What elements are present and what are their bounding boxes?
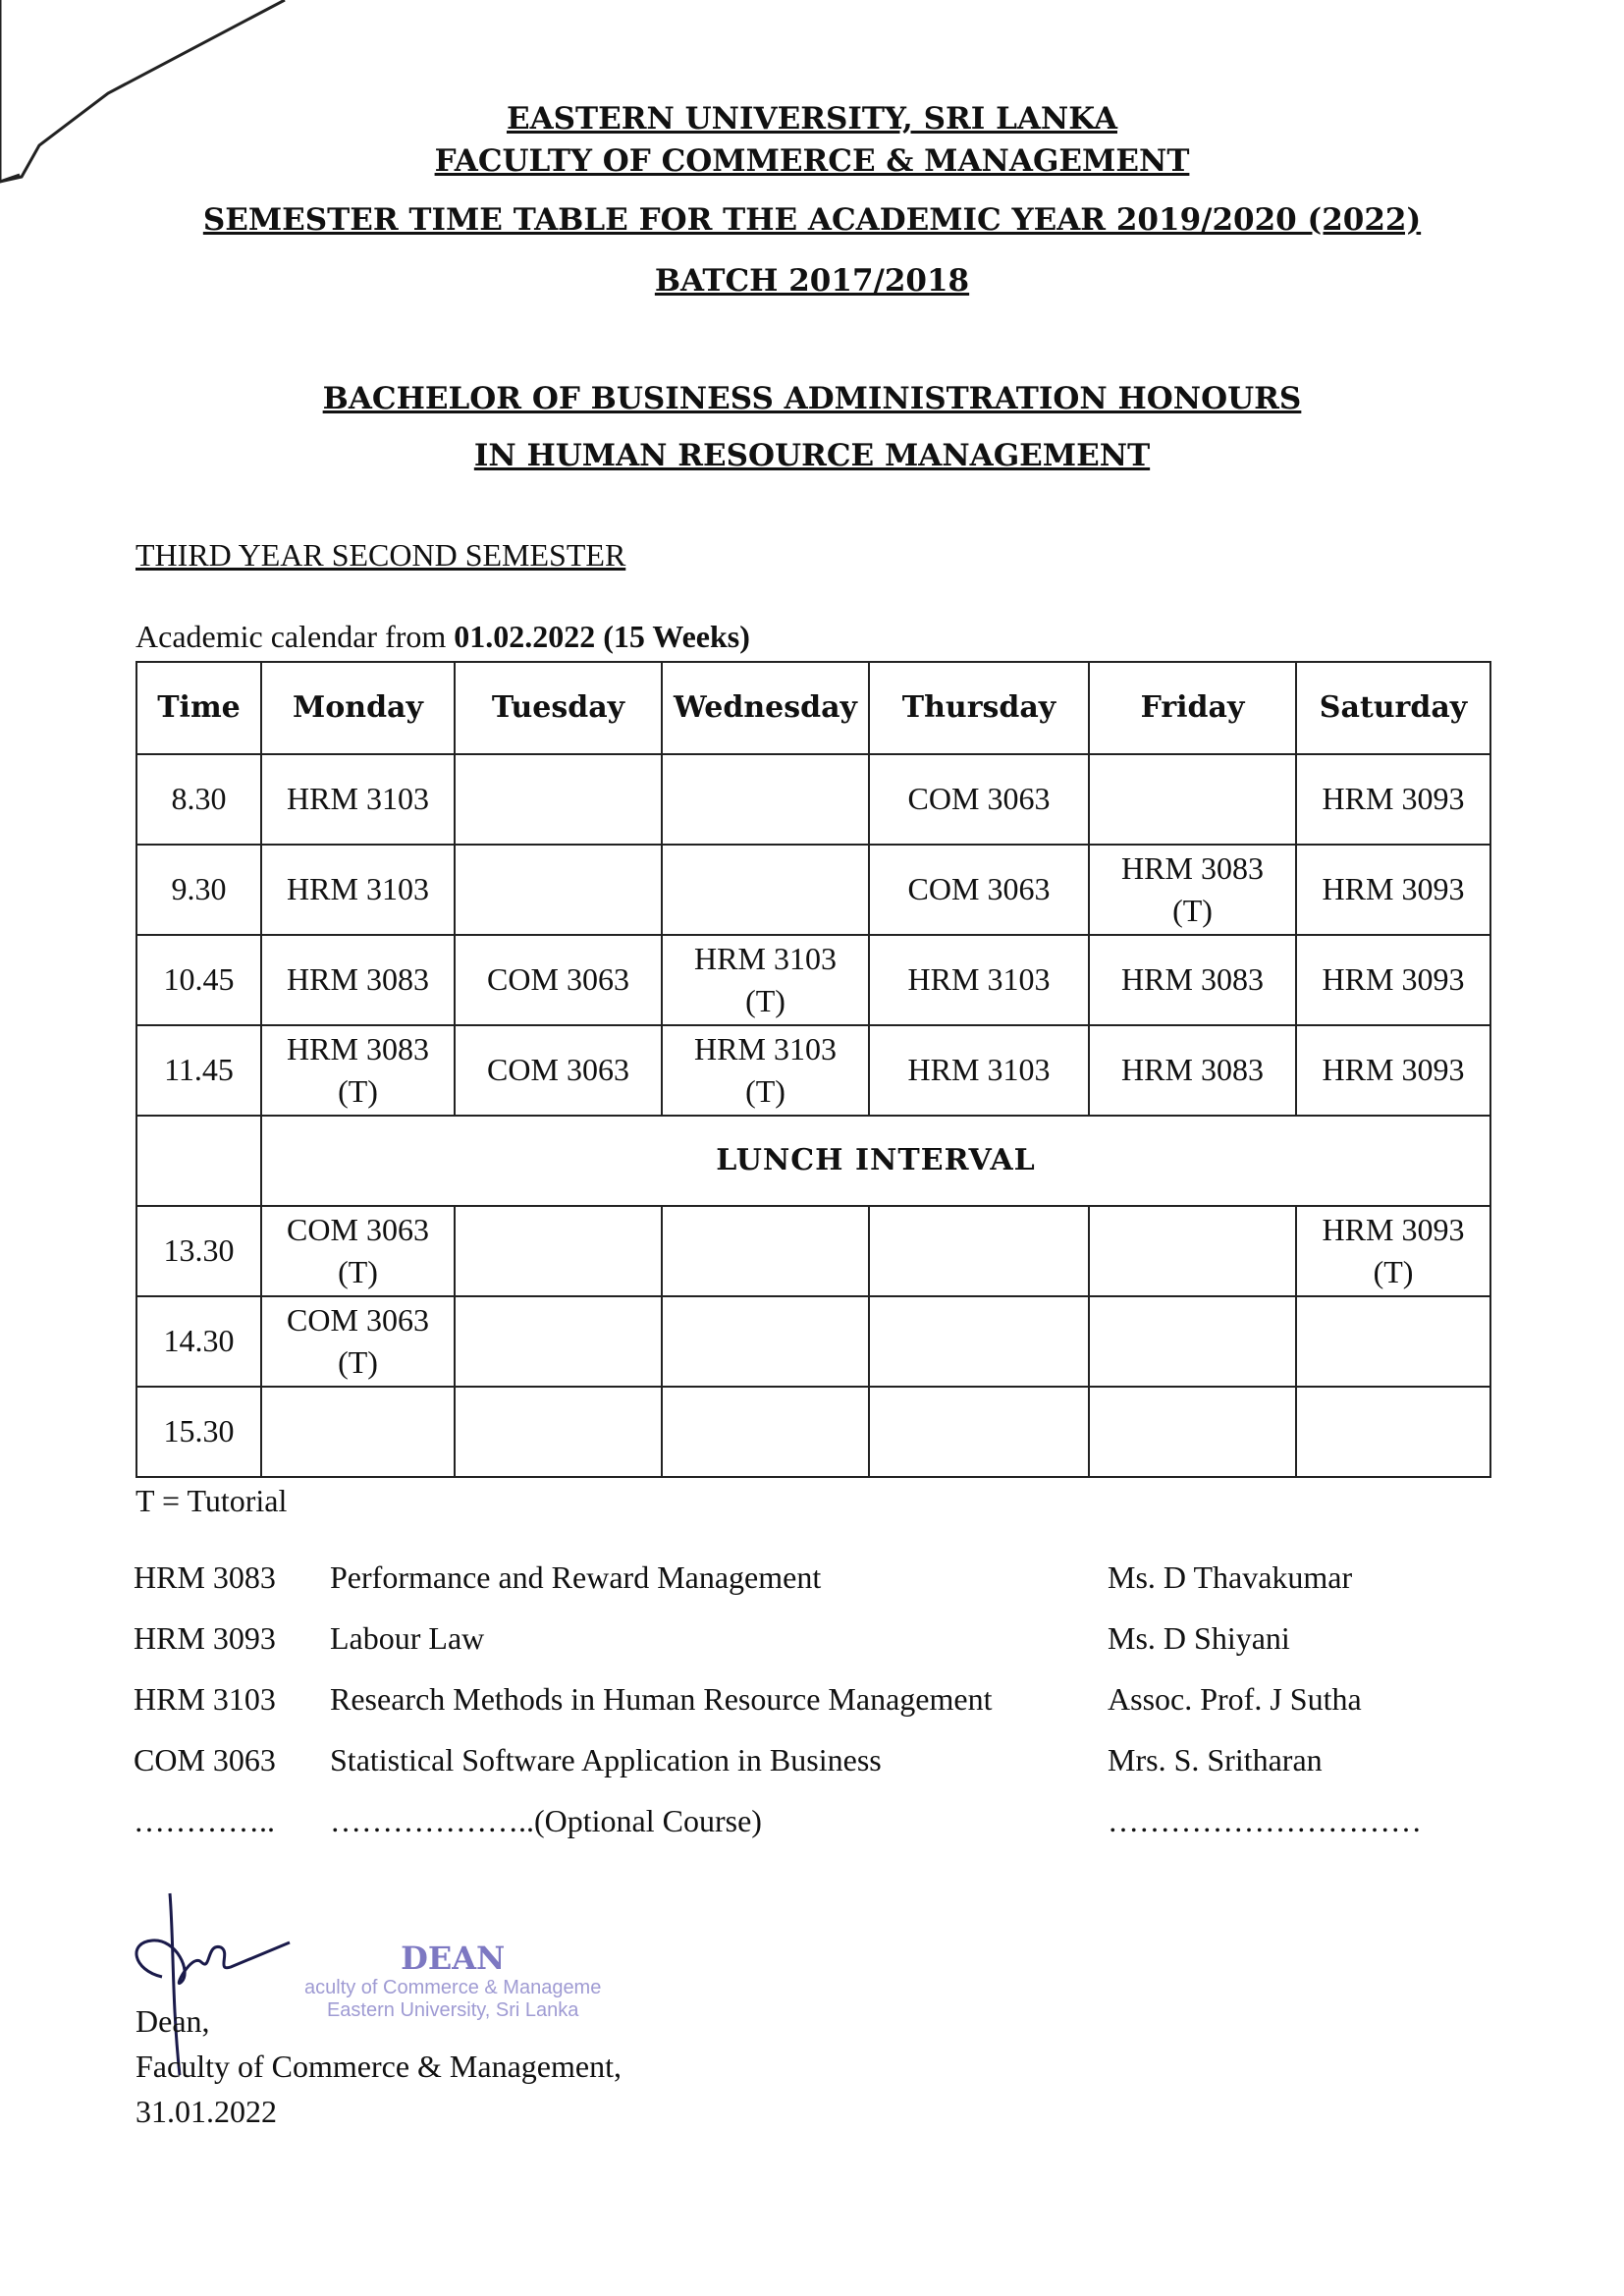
lunch-row bbox=[136, 1116, 1490, 1206]
semester-label: THIRD YEAR SECOND SEMESTER bbox=[135, 537, 626, 573]
slot-cell bbox=[662, 845, 869, 935]
slot-cell bbox=[1296, 1296, 1490, 1387]
slot-text: HRM 3083 bbox=[287, 1030, 429, 1066]
signoff-title: Dean, bbox=[135, 2003, 210, 2039]
slot-text: (T) bbox=[745, 1073, 785, 1109]
course-row bbox=[134, 1559, 1508, 1620]
slot-cell bbox=[662, 1387, 869, 1477]
slot-cell bbox=[1089, 1206, 1296, 1296]
slot-text: COM 3063 bbox=[287, 1211, 429, 1247]
table-row bbox=[136, 935, 1490, 1025]
timetable-header-row bbox=[136, 662, 1490, 754]
time-cell: 8.30 bbox=[136, 754, 261, 845]
slot-text: (T) bbox=[1172, 893, 1213, 928]
calendar-label: Academic calendar from bbox=[135, 619, 455, 654]
time-cell: 15.30 bbox=[136, 1387, 261, 1477]
course-name: Research Methods in Human Resource Management bbox=[330, 1681, 993, 1717]
course-code: ………….. bbox=[134, 1803, 275, 1838]
timetable bbox=[135, 661, 1491, 1478]
time-cell: 9.30 bbox=[136, 845, 261, 935]
slot-text: HRM 3093 bbox=[1322, 961, 1465, 998]
course-name: ………………..(Optional Course) bbox=[330, 1803, 762, 1838]
slot-cell bbox=[455, 845, 662, 935]
column-header-tuesday: Tuesday bbox=[455, 662, 662, 754]
course-name: Performance and Reward Management bbox=[330, 1559, 822, 1595]
slot-text: HRM 3103 bbox=[287, 871, 429, 907]
table-row bbox=[136, 845, 1490, 935]
slot-cell bbox=[455, 1296, 662, 1387]
signoff-faculty: Faculty of Commerce & Management, bbox=[135, 2049, 622, 2084]
slot-text: (T) bbox=[338, 1344, 378, 1380]
course-code: COM 3063 bbox=[134, 1742, 276, 1777]
slot-text: HRM 3103 bbox=[694, 1030, 837, 1066]
column-header-friday: Friday bbox=[1089, 662, 1296, 754]
slot-text: (T) bbox=[338, 1254, 378, 1289]
column-header-time: Time bbox=[136, 662, 261, 754]
column-header-thursday: Thursday bbox=[869, 662, 1089, 754]
slot-text: HRM 3083 bbox=[1121, 849, 1264, 886]
slot-cell bbox=[455, 1025, 662, 1116]
slot-cell bbox=[1296, 1206, 1490, 1296]
table-row bbox=[136, 1296, 1490, 1387]
slot-text: HRM 3103 bbox=[287, 781, 429, 817]
timetable-title: SEMESTER TIME TABLE FOR THE ACADEMIC YEAR 2019/2020 (2022) bbox=[202, 202, 1422, 238]
slot-cell bbox=[261, 1025, 455, 1116]
slot-text: HRM 3093 bbox=[1322, 871, 1465, 907]
slot-text: HRM 3103 bbox=[694, 940, 837, 976]
slot-cell bbox=[1296, 754, 1490, 845]
slot-cell bbox=[662, 1296, 869, 1387]
degree-title-line1: BACHELOR OF BUSINESS ADMINISTRATION HONOURS bbox=[322, 381, 1302, 416]
slot-text: (T) bbox=[1373, 1254, 1414, 1289]
table-row bbox=[136, 1206, 1490, 1296]
slot-cell bbox=[261, 754, 455, 845]
course-row bbox=[134, 1742, 1508, 1803]
slot-text: COM 3063 bbox=[487, 1052, 629, 1088]
slot-text: HRM 3093 bbox=[1322, 1052, 1465, 1088]
slot-cell bbox=[1296, 1025, 1490, 1116]
course-row bbox=[134, 1803, 1508, 1864]
slot-text: COM 3063 bbox=[907, 871, 1051, 907]
tutorial-note: T = Tutorial bbox=[135, 1483, 288, 1518]
slot-cell bbox=[455, 1387, 662, 1477]
course-lecturer: Assoc. Prof. J Sutha bbox=[1108, 1681, 1362, 1717]
course-list bbox=[134, 1559, 1508, 1864]
slot-cell bbox=[1089, 754, 1296, 845]
slot-text: HRM 3093 bbox=[1322, 1211, 1465, 1247]
lunch-time-cell bbox=[136, 1116, 261, 1206]
slot-cell bbox=[261, 845, 455, 935]
slot-cell bbox=[455, 1206, 662, 1296]
slot-cell bbox=[869, 754, 1089, 845]
table-row bbox=[136, 1025, 1490, 1116]
slot-cell bbox=[1089, 935, 1296, 1025]
slot-text: (T) bbox=[338, 1073, 378, 1109]
slot-cell bbox=[869, 845, 1089, 935]
slot-cell bbox=[1089, 1296, 1296, 1387]
slot-text: HRM 3103 bbox=[907, 1052, 1051, 1088]
slot-cell bbox=[1089, 1025, 1296, 1116]
timetable-body bbox=[136, 754, 1490, 1477]
dean-signoff bbox=[135, 1998, 622, 2134]
slot-cell bbox=[1296, 845, 1490, 935]
slot-text: COM 3063 bbox=[487, 961, 629, 998]
slot-text: HRM 3103 bbox=[907, 961, 1051, 998]
slot-cell bbox=[455, 935, 662, 1025]
slot-text: HRM 3083 bbox=[1121, 1052, 1264, 1088]
stamp-title: DEAN bbox=[401, 1940, 506, 1977]
slot-cell bbox=[869, 1387, 1089, 1477]
slot-cell bbox=[662, 1206, 869, 1296]
slot-cell bbox=[662, 1025, 869, 1116]
faculty-title: FACULTY OF COMMERCE & MANAGEMENT bbox=[434, 143, 1190, 179]
lunch-interval: LUNCH INTERVAL bbox=[261, 1116, 1490, 1206]
course-code: HRM 3103 bbox=[134, 1681, 276, 1717]
slot-text: (T) bbox=[745, 983, 785, 1018]
table-row bbox=[136, 1387, 1490, 1477]
slot-cell bbox=[869, 1206, 1089, 1296]
slot-cell bbox=[261, 935, 455, 1025]
slot-cell bbox=[869, 935, 1089, 1025]
academic-calendar bbox=[135, 619, 750, 655]
time-cell: 13.30 bbox=[136, 1206, 261, 1296]
course-lecturer: Ms. D Shiyani bbox=[1108, 1620, 1290, 1656]
slot-text: HRM 3083 bbox=[1121, 961, 1264, 998]
time-cell: 14.30 bbox=[136, 1296, 261, 1387]
degree-title-line2: IN HUMAN RESOURCE MANAGEMENT bbox=[473, 438, 1151, 473]
slot-text: HRM 3093 bbox=[1322, 781, 1465, 817]
slot-cell bbox=[869, 1296, 1089, 1387]
course-code: HRM 3083 bbox=[134, 1559, 276, 1595]
slot-cell bbox=[1296, 935, 1490, 1025]
column-header-monday: Monday bbox=[261, 662, 455, 754]
slot-cell bbox=[869, 1025, 1089, 1116]
column-header-saturday: Saturday bbox=[1296, 662, 1490, 754]
table-row bbox=[136, 754, 1490, 845]
slot-cell bbox=[261, 1296, 455, 1387]
course-row bbox=[134, 1681, 1508, 1742]
course-lecturer: ………………………… bbox=[1108, 1803, 1422, 1838]
slot-cell bbox=[1089, 1387, 1296, 1477]
batch-title: BATCH 2017/2018 bbox=[654, 263, 970, 299]
slot-cell bbox=[662, 754, 869, 845]
time-cell: 10.45 bbox=[136, 935, 261, 1025]
course-name: Labour Law bbox=[330, 1620, 485, 1656]
slot-text: COM 3063 bbox=[907, 781, 1051, 817]
slot-cell bbox=[455, 754, 662, 845]
column-header-wednesday: Wednesday bbox=[662, 662, 869, 754]
stamp-university: Eastern University, Sri Lanka bbox=[326, 1999, 579, 2021]
slot-cell bbox=[261, 1387, 455, 1477]
course-name: Statistical Software Application in Business bbox=[330, 1742, 882, 1777]
slot-cell bbox=[1296, 1387, 1490, 1477]
slot-text: HRM 3083 bbox=[287, 961, 429, 998]
slot-cell bbox=[261, 1206, 455, 1296]
university-title: EASTERN UNIVERSITY, SRI LANKA bbox=[506, 101, 1117, 137]
course-lecturer: Ms. D Thavakumar bbox=[1108, 1559, 1353, 1595]
course-code: HRM 3093 bbox=[134, 1620, 276, 1656]
slot-cell bbox=[1089, 845, 1296, 935]
slot-text: COM 3063 bbox=[287, 1301, 429, 1338]
time-cell: 11.45 bbox=[136, 1025, 261, 1116]
stamp-faculty: aculty of Commerce & Manageme bbox=[304, 1977, 602, 1998]
course-lecturer: Mrs. S. Sritharan bbox=[1108, 1742, 1323, 1777]
calendar-date: 01.02.2022 (15 Weeks) bbox=[454, 619, 750, 654]
slot-cell bbox=[662, 935, 869, 1025]
signoff-date: 31.01.2022 bbox=[135, 2094, 277, 2129]
course-row bbox=[134, 1620, 1508, 1681]
